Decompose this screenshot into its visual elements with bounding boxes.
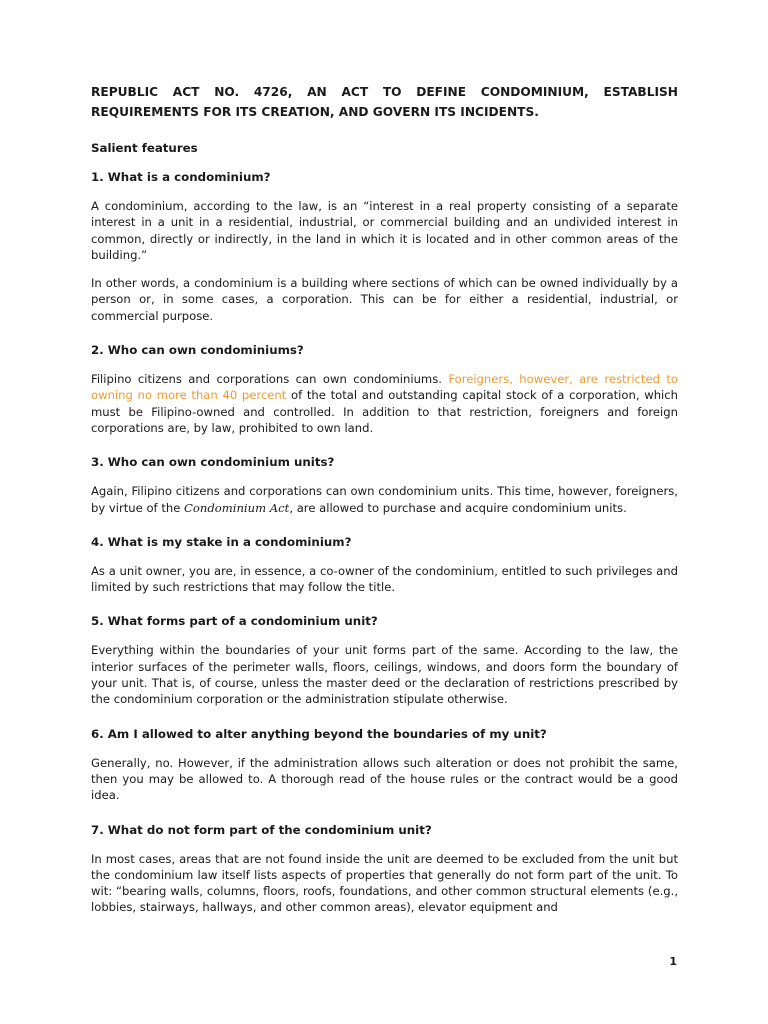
section-3-text-c: , are allowed to purchase and acquire condominium units.	[289, 500, 627, 515]
document-title: REPUBLIC ACT NO. 4726, AN ACT TO DEFINE CONDOMINIUM, ESTABLISH REQUIREMENTS FOR ITS CREATION, AND GOVERN ITS INCIDENTS.	[91, 85, 678, 119]
section-1-paragraph-2: In other words, a condominium is a building where sections of which can be owned individually by a person or, in some cases, a corporation. This can be for either a residential, industrial, or commercial purpose.	[91, 276, 678, 323]
section-2	[91, 342, 678, 436]
section-5-heading: 5. What forms part of a condominium unit?	[91, 614, 378, 629]
section-6-paragraph-1: Generally, no. However, if the administration allows such alteration or does not prohibit the same, then you may be allowed to. A thorough read of the house rules or the contract would be a good idea.	[91, 755, 678, 803]
page-number: 1	[669, 955, 677, 968]
section-4	[91, 534, 678, 596]
section-6	[91, 726, 678, 804]
section-2-paragraph-1	[91, 371, 678, 436]
section-1-paragraph-1: A condominium, according to the law, is an “interest in a real property consisting of a separate interest in a unit in a residential, industrial, or commercial building and an undivided interest in common, directly or indirectly, in the land in which it is located and in other common areas of the building.”	[91, 199, 678, 262]
section-3-paragraph-1	[91, 483, 678, 516]
section-5-paragraph-1: Everything within the boundaries of your unit forms part of the same. According to the law, the interior surfaces of the perimeter walls, floors, ceilings, windows, and doors form the boundary of your unit. That is, of course, unless the master deed or the declaration of restrictions prescribed by the condominium corporation or the administration stipulate otherwise.	[91, 643, 678, 707]
section-1-heading: 1. What is a condominium?	[91, 170, 271, 184]
section-7-paragraph-1: In most cases, areas that are not found inside the unit are deemed to be excluded from the unit but the condominium law itself lists aspects of properties that generally do not form part of the unit. To wit: “bearing walls, columns, floors, roofs, foundations, and other common structural elements (e.g., lobbies, stairways, hallways, and other common areas), elevator equipment and	[91, 851, 678, 915]
section-5	[91, 613, 678, 707]
section-1	[91, 169, 678, 324]
condominium-act-italic: Condominium Act	[184, 500, 290, 515]
section-2-text-c: of the total and outstanding capital stock of a corporation, which must be Filipino-owned and controlled. In addition to that restriction, foreigners and foreign corporations are, by law, prohibited to own land.	[91, 388, 678, 435]
section-7-heading: 7. What do not form part of the condominium unit?	[91, 822, 432, 837]
section-4-paragraph-1: As a unit owner, you are, in essence, a co-owner of the condominium, entitled to such privileges and limited by such restrictions that may follow the title.	[91, 563, 678, 595]
section-4-heading: 4. What is my stake in a condominium?	[91, 534, 352, 549]
document-body	[91, 82, 678, 934]
section-2-text-a: Filipino citizens and corporations can own condominiums.	[91, 372, 449, 387]
foreign-ownership-highlight: Foreigners, however, are restricted to owning no more than 40 percent	[91, 372, 678, 403]
section-3-heading: 3. Who can own condominium units?	[91, 455, 335, 470]
section-2-heading: 2. Who can own condominiums?	[91, 343, 304, 358]
salient-features-heading: Salient features	[91, 141, 198, 155]
section-3	[91, 454, 678, 516]
section-3-text-a: Again, Filipino citizens and corporations can own condominium units. This time, however, foreigners, by virtue of the	[91, 484, 678, 515]
section-6-heading: 6. Am I allowed to alter anything beyond the boundaries of my unit?	[91, 726, 547, 741]
section-7	[91, 822, 678, 916]
